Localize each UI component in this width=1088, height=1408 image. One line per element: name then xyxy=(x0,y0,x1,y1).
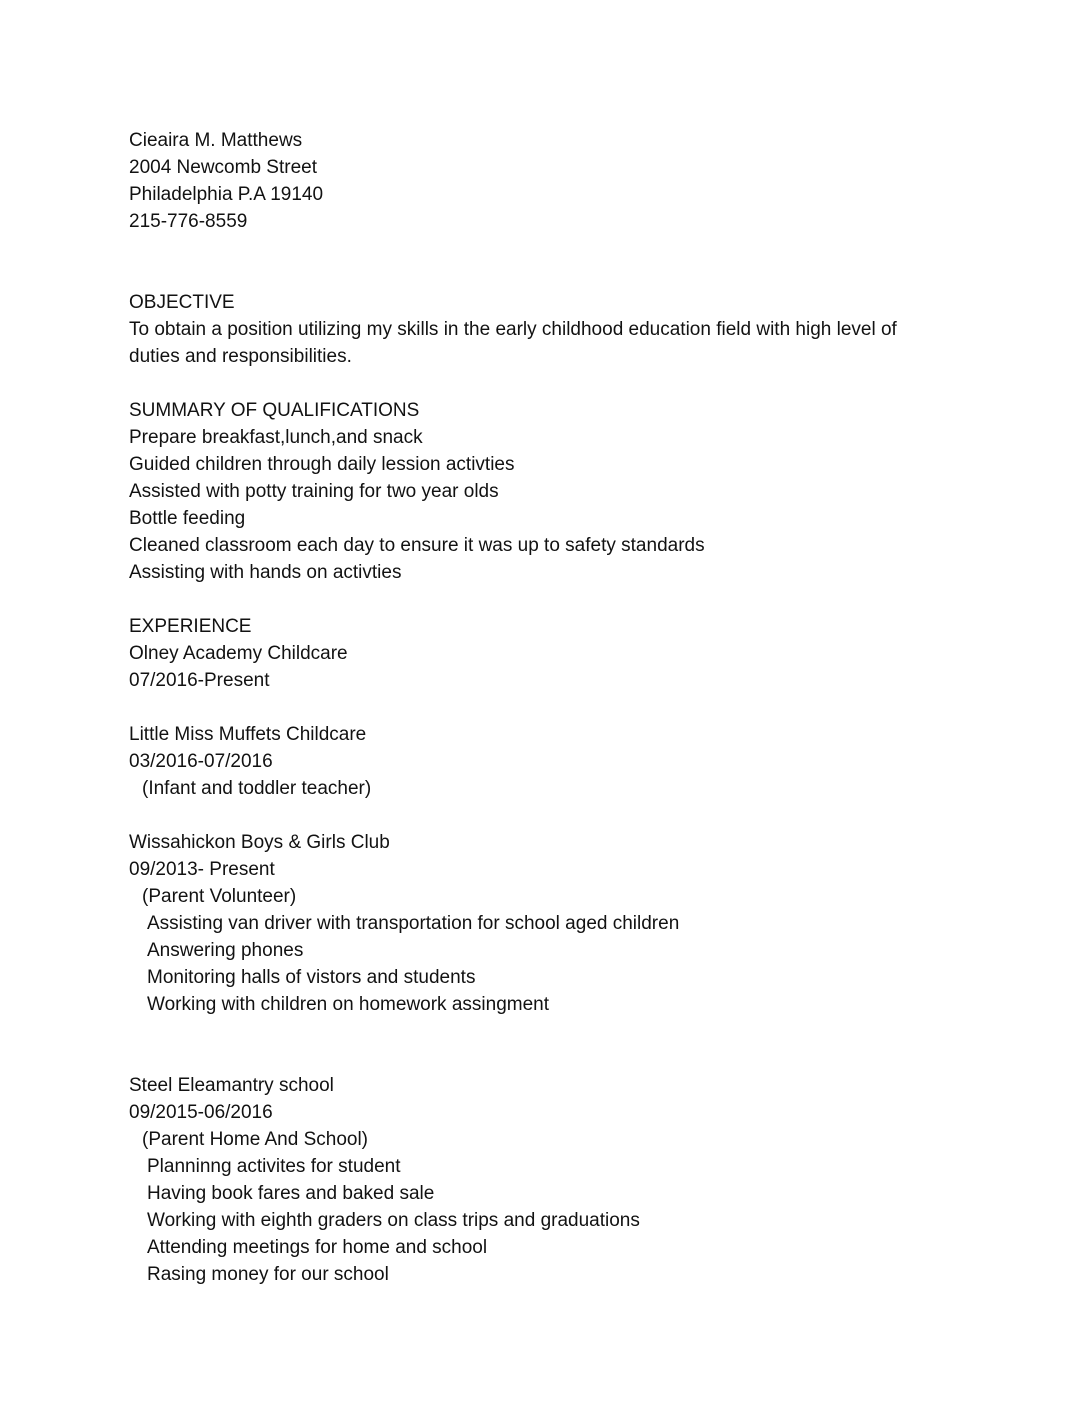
employer-name: Wissahickon Boys & Girls Club xyxy=(129,832,390,853)
job-role: (Infant and toddler teacher) xyxy=(142,778,372,799)
qualification-item: Prepare breakfast,lunch,and snack xyxy=(129,427,423,448)
qualification-item: Guided children through daily lession activties xyxy=(129,454,515,475)
experience-section xyxy=(129,613,968,694)
employer-name: Steel Eleamantry school xyxy=(129,1075,334,1096)
phone-number: 215-776-8559 xyxy=(129,211,248,232)
job-duty: Attending meetings for home and school xyxy=(147,1237,488,1258)
address-street: 2004 Newcomb Street xyxy=(129,157,317,178)
job-role: (Parent Volunteer) xyxy=(142,886,297,907)
objective-text-line: duties and responsibilities. xyxy=(129,346,352,367)
job-duty: Rasing money for our school xyxy=(147,1264,389,1285)
qualifications-heading: SUMMARY OF QUALIFICATIONS xyxy=(129,400,420,421)
job-role: (Parent Home And School) xyxy=(142,1129,369,1150)
job-duty: Planninng activites for student xyxy=(147,1156,401,1177)
job-duty: Monitoring halls of vistors and students xyxy=(147,967,476,988)
job-duty: Having book fares and baked sale xyxy=(147,1183,435,1204)
job-little-miss-muffets xyxy=(129,721,968,802)
employment-dates: 09/2013- Present xyxy=(129,859,275,880)
job-duty: Working with children on homework assingment xyxy=(147,994,549,1015)
job-duty: Assisting van driver with transportation for school aged children xyxy=(147,913,680,934)
employer-name: Little Miss Muffets Childcare xyxy=(129,724,367,745)
employment-dates: 07/2016-Present xyxy=(129,670,270,691)
objective-heading: OBJECTIVE xyxy=(129,292,235,313)
address-city: Philadelphia P.A 19140 xyxy=(129,184,324,205)
qualification-item: Assisting with hands on activties xyxy=(129,562,402,583)
employment-dates: 09/2015-06/2016 xyxy=(129,1102,273,1123)
job-duty: Answering phones xyxy=(147,940,304,961)
employer-name: Olney Academy Childcare xyxy=(129,643,348,664)
job-wissahickon xyxy=(129,829,968,1018)
qualifications-section xyxy=(129,397,968,586)
qualification-item: Bottle feeding xyxy=(129,508,246,529)
experience-heading: EXPERIENCE xyxy=(129,616,252,637)
objective-section xyxy=(129,289,968,370)
job-steel-elementary xyxy=(129,1072,968,1288)
employment-dates: 03/2016-07/2016 xyxy=(129,751,273,772)
objective-text-line: To obtain a position utilizing my skills in the early childhood education field with high level of xyxy=(129,319,897,340)
job-duty: Working with eighth graders on class trips and graduations xyxy=(147,1210,640,1231)
resume-name: Cieaira M. Matthews xyxy=(129,130,303,151)
contact-header xyxy=(129,127,968,235)
qualification-item: Cleaned classroom each day to ensure it was up to safety standards xyxy=(129,535,705,556)
qualification-item: Assisted with potty training for two year olds xyxy=(129,481,499,502)
